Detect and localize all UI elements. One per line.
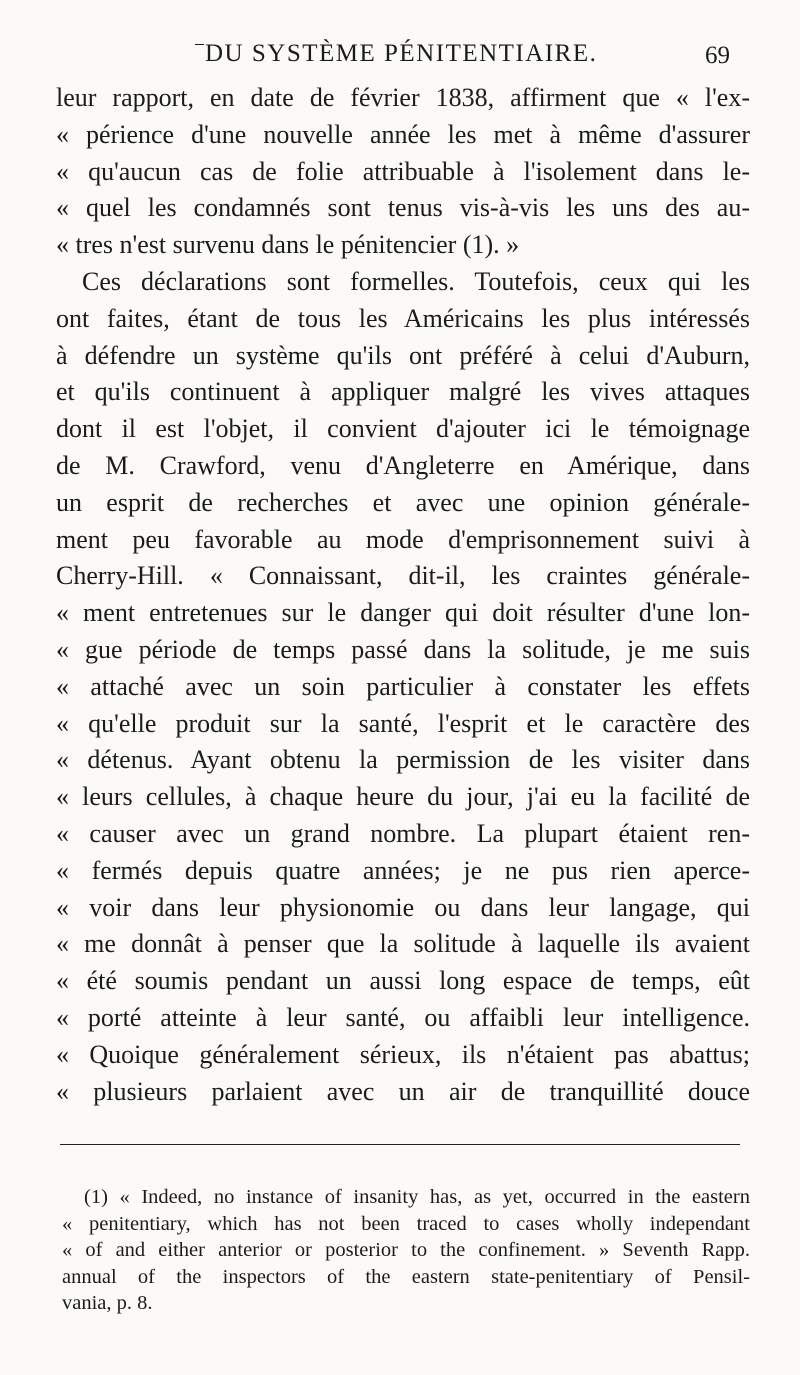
body-line: « leurs cellules, à chaque heure du jour, j'ai eu la facilité de — [56, 782, 750, 812]
running-title: DU SYSTÈME PÉNITENTIAIRE. — [205, 40, 598, 67]
body-line: Cherry-Hill. « Connaissant, dit-il, les craintes générale- — [56, 561, 750, 591]
body-line: « qu'elle produit sur la santé, l'esprit et le caractère des — [56, 708, 750, 738]
footnote-line: annual of the inspectors of the eastern state-penitentiary of Pensil- — [62, 1265, 750, 1288]
body-line: « causer avec un grand nombre. La plupart étaient ren- — [56, 818, 750, 848]
body-line: « qu'aucun cas de folie attribuable à l'isolement dans le- — [56, 156, 750, 186]
body-line: et qu'ils continuent à appliquer malgré les vives attaques — [56, 377, 750, 407]
body-line: « porté atteinte à leur santé, ou affaibli leur intelligence. — [56, 1002, 750, 1032]
body-line: un esprit de recherches et avec une opinion générale- — [56, 487, 750, 517]
body-line: ont faites, étant de tous les Américains les plus intéressés — [56, 303, 750, 333]
body-line: dont il est l'objet, il convient d'ajouter ici le témoignage — [56, 414, 750, 444]
body-line: « périence d'une nouvelle année les met à même d'assurer — [56, 119, 750, 149]
footnote-line: « penitentiary, which has not been traced to cases wholly independant — [62, 1212, 750, 1235]
body-line: ment peu favorable au mode d'emprisonnement suivi à — [56, 524, 750, 554]
body-line: « voir dans leur physionomie ou dans leur langage, qui — [56, 892, 750, 922]
body-line: « plusieurs parlaient avec un air de tranquillité douce — [56, 1076, 750, 1106]
body-line: à défendre un système qu'ils ont préféré à celui d'Auburn, — [56, 340, 750, 370]
running-header — [0, 36, 800, 76]
page-number: 69 — [705, 42, 730, 69]
body-line: « ment entretenues sur le danger qui doit résulter d'une lon- — [56, 598, 750, 628]
body-line: leur rapport, en date de février 1838, affirment que « l'ex- — [56, 83, 750, 112]
footnote-line: (1) « Indeed, no instance of insanity has, as yet, occurred in the eastern — [84, 1186, 750, 1208]
body-line: « me donnât à penser que la solitude à laquelle ils avaient — [56, 929, 750, 959]
body-line: Ces déclarations sont formelles. Toutefois, ceux qui les — [82, 266, 750, 296]
body-line: « quel les condamnés sont tenus vis-à-vis les uns des au- — [56, 193, 750, 223]
body-line: « gue période de temps passé dans la solitude, je me suis — [56, 634, 750, 664]
body-line: « attaché avec un soin particulier à constater les effets — [56, 671, 750, 701]
footnote-line: « of and either anterior or posterior to the confinement. » Seventh Rapp. — [62, 1239, 750, 1261]
footnote-rule — [60, 1144, 740, 1145]
body-line: « Quoique généralement sérieux, ils n'étaient pas abattus; — [56, 1039, 750, 1069]
body-line: « fermés depuis quatre années; je ne pus rien aperce- — [56, 855, 750, 885]
footnotes — [62, 1184, 750, 1317]
body-text — [56, 80, 750, 1110]
body-line: de M. Crawford, venu d'Angleterre en Amérique, dans — [56, 450, 750, 480]
footnote-line: vania, p. 8. — [62, 1292, 153, 1314]
body-line: « été soumis pendant un aussi long espace de temps, eût — [56, 966, 750, 996]
body-line: « tres n'est survenu dans le pénitencier (1). » — [56, 230, 520, 260]
body-line: « détenus. Ayant obtenu la permission de les visiter dans — [56, 745, 750, 775]
